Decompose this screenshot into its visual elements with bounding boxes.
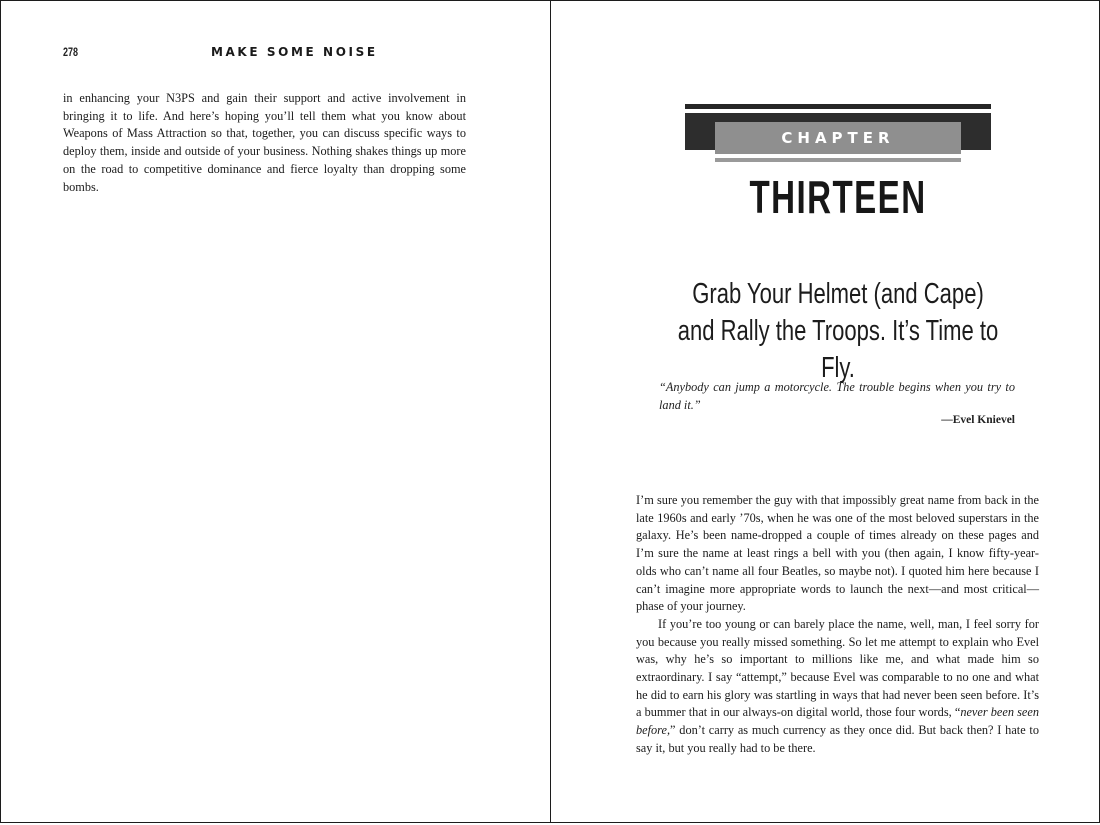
chapter-under-rule	[715, 158, 961, 162]
body-paragraph-2	[636, 616, 1039, 758]
paragraph-2-text-a: If you’re too young or can barely place the name, well, man, I feel sorry for you because you really missed something. So let me attempt to explain who Evel was, why he’s so important to millions like me, and what made him so extraordinary. I say “attempt,” because Evel was comparable to no one and what he did to earn his glory was startling in ways that had never been seen before. It’s a bummer that in our always-on digital world, those four words, “	[636, 616, 1039, 720]
body-paragraph-1: I’m sure you remember the guy with that impossibly great name from back in the late 1960s and early ’70s, when he was one of the most beloved superstars in the galaxy. He’s been name-dropped a couple of times already on these pages and I’m sure the name at least rings a bell with you (then again, I know fifty-year-olds who can’t name all four Beatles, so maybe not). I quoted him here because I can’t imagine more appropriate words to launch the next—and most critical—phase of your journey.	[636, 493, 1039, 614]
chapter-label: CHAPTER	[715, 122, 961, 154]
paragraph-2-italic: never been seen before,	[636, 705, 1039, 738]
epigraph-quote: “Anybody can jump a motorcycle. The trouble begins when you try to land it.”	[659, 380, 1015, 412]
right-body-text	[636, 492, 1039, 758]
chapter-number: THIRTEEN	[749, 171, 927, 223]
left-body-paragraph: in enhancing your N3PS and gain their support and active involvement in bringing it to life. And here’s hoping you’ll tell them what you know about Weapons of Mass Attraction so that, together, you can discuss specific ways to deploy them, inside and outside of your business. Nothing shakes things up more on the road to competitive dominance and fierce loyalty than dropping some bombs.	[63, 91, 466, 194]
chapter-ornament	[685, 104, 991, 164]
page-number: 278	[63, 45, 79, 59]
chapter-title-line-1: Grab Your Helmet (and Cape)	[692, 278, 984, 310]
right-page	[550, 0, 1100, 823]
epigraph-attribution: —Evel Knievel	[941, 414, 1015, 426]
running-head	[63, 45, 463, 65]
running-title: MAKE SOME NOISE	[211, 45, 378, 59]
paragraph-2-text-b: ” don’t carry as much currency as they once did. But back then? I hate to say it, but you really had to be there.	[636, 723, 1039, 755]
chapter-top-rule	[685, 104, 991, 109]
left-page	[0, 0, 551, 823]
chapter-title-line-2: and Rally the Troops. It’s Time to Fly.	[677, 315, 999, 384]
chapter-title	[611, 276, 1065, 387]
